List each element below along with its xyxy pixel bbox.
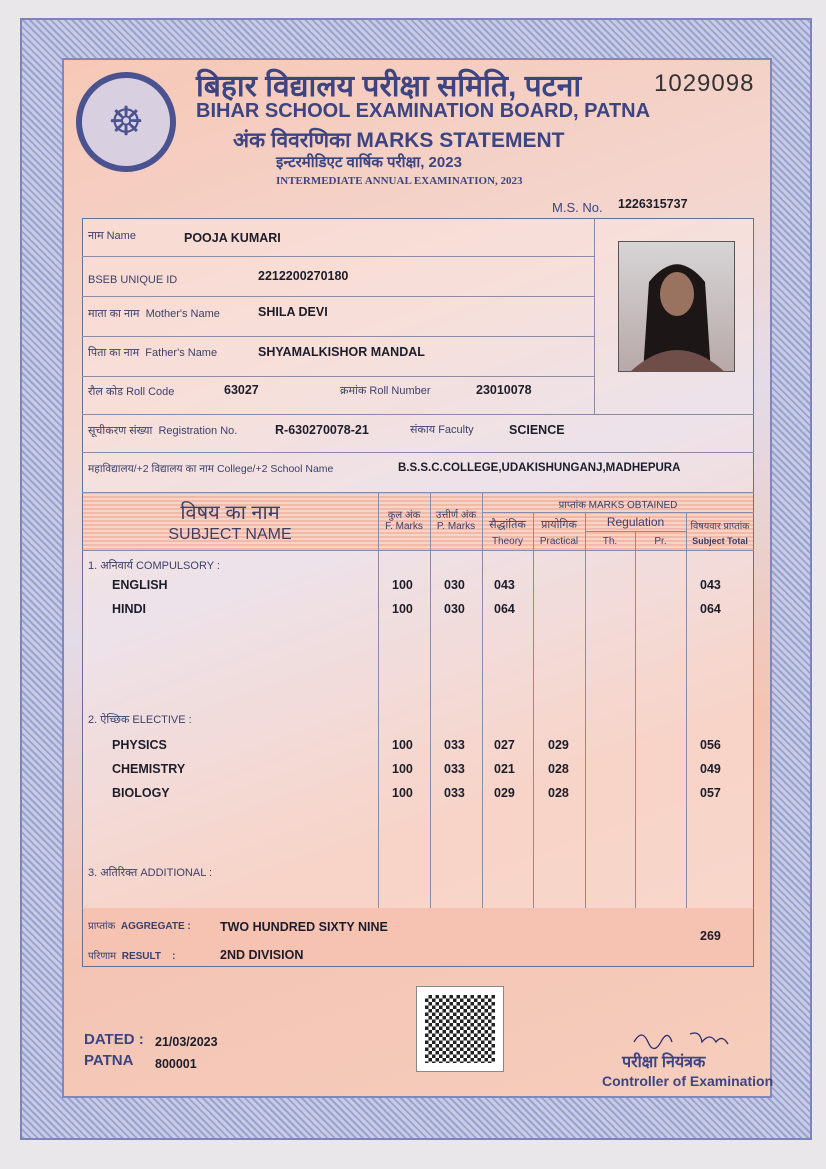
student-name: POOJA KUMARI <box>184 231 281 245</box>
controller-signature <box>630 1024 750 1050</box>
roll-code-label: Roll Code <box>126 386 175 398</box>
full-marks: 100 <box>392 786 413 800</box>
theory-marks: 029 <box>494 786 515 800</box>
practical-marks: 029 <box>548 738 569 752</box>
roll-number-label: Roll Number <box>369 385 431 397</box>
subject-total: 056 <box>700 738 721 752</box>
mother-name: SHILA DEVI <box>258 305 328 319</box>
pass-marks: 033 <box>444 786 465 800</box>
subject-name: HINDI <box>112 602 147 616</box>
section-compulsory: 1. अनिवार्य COMPULSORY : <box>88 560 220 572</box>
name-label: नाम Name <box>88 230 136 242</box>
title-english: BIHAR SCHOOL EXAMINATION BOARD, PATNA <box>196 100 651 122</box>
subject-name: ENGLISH <box>112 578 168 592</box>
subject-total: 064 <box>700 602 721 616</box>
controller-title-hi: परीक्षा नियंत्रक <box>622 1054 706 1071</box>
title-hindi: बिहार विद्यालय परीक्षा समिति, पटना <box>196 70 582 103</box>
college-name: B.S.S.C.COLLEGE,UDAKISHUNGANJ,MADHEPURA <box>398 462 681 474</box>
result-label-hi: परिणाम <box>88 951 117 962</box>
registration-number: R-630270078-21 <box>275 423 369 437</box>
subject-total: 057 <box>700 786 721 800</box>
pass-marks: 033 <box>444 738 465 752</box>
mother-label: Mother's Name <box>145 308 220 320</box>
total-header: Subject Total <box>692 536 748 546</box>
aggregate-label-hi: प्राप्तांक <box>88 921 116 932</box>
theory-marks: 021 <box>494 762 515 776</box>
section-additional: 3. अतिरिक्त ADDITIONAL : <box>88 867 213 879</box>
controller-title: Controller of Examination <box>602 1073 774 1089</box>
full-marks-header: F. Marks <box>385 521 423 532</box>
pass-marks: 030 <box>444 578 465 592</box>
reg-theory-header: Th. <box>602 536 618 547</box>
subject-name: BIOLOGY <box>112 786 170 800</box>
subject-total: 049 <box>700 762 721 776</box>
reg-label-hi: सूचीकरण संख्या <box>88 425 153 437</box>
total-header-hi: विषयवार प्राप्तांक <box>690 521 750 532</box>
marks-obtained-header: प्राप्तांक MARKS OBTAINED <box>558 500 678 511</box>
theory-marks: 027 <box>494 738 515 752</box>
faculty-label: Faculty <box>438 424 474 436</box>
college-label: महाविद्यालय/+2 विद्यालय का नाम College/+2 School Name <box>88 463 334 475</box>
pass-marks: 030 <box>444 602 465 616</box>
subject-header-hi: विषय का नाम <box>180 502 280 524</box>
full-marks: 100 <box>392 762 413 776</box>
unique-id: 2212200270180 <box>258 269 349 283</box>
student-photo <box>618 241 735 372</box>
reg-label: Registration No. <box>158 425 238 437</box>
aggregate-total: 269 <box>700 929 721 943</box>
theory-marks: 043 <box>494 578 515 592</box>
serial-number: 1029098 <box>654 70 755 97</box>
statement-english: MARKS STATEMENT <box>356 129 565 152</box>
aggregate-words: TWO HUNDRED SIXTY NINE <box>220 920 388 934</box>
faculty: SCIENCE <box>509 423 565 437</box>
aggregate-label: AGGREGATE : <box>120 921 191 932</box>
father-label-hi: पिता का नाम <box>88 347 140 359</box>
qr-code[interactable] <box>416 986 504 1072</box>
board-seal-logo: ☸ <box>76 72 176 172</box>
pin-code: 800001 <box>155 1057 197 1071</box>
mother-label-hi: माता का नाम <box>88 308 140 320</box>
statement-hindi: अंक विवरणिका <box>233 129 351 152</box>
subject-header: SUBJECT NAME <box>168 526 292 543</box>
place-label: PATNA <box>84 1052 134 1069</box>
uid-label: BSEB UNIQUE ID <box>88 274 178 286</box>
exam-english: INTERMEDIATE ANNUAL EXAMINATION, 2023 <box>276 175 523 187</box>
reg-practical-header: Pr. <box>654 536 667 547</box>
roll-code: 63027 <box>224 383 259 397</box>
roll-number: 23010078 <box>476 383 532 397</box>
father-name: SHYAMALKISHOR MANDAL <box>258 345 425 359</box>
result-label: RESULT : <box>121 951 176 962</box>
section-elective: 2. ऐच्छिक ELECTIVE : <box>88 714 192 726</box>
subject-name: CHEMISTRY <box>112 762 186 776</box>
practical-header-hi: प्रायोगिक <box>541 519 577 531</box>
pass-marks-header: P. Marks <box>436 521 476 532</box>
full-marks: 100 <box>392 738 413 752</box>
father-label: Father's Name <box>145 347 218 359</box>
ms-number: 1226315737 <box>618 197 688 211</box>
full-marks: 100 <box>392 602 413 616</box>
practical-marks: 028 <box>548 786 569 800</box>
practical-header: Practical <box>539 536 579 547</box>
exam-hindi: इन्टरमीडिएट वार्षिक परीक्षा, 2023 <box>276 154 462 171</box>
result-value: 2ND DIVISION <box>220 948 304 962</box>
subject-name: PHYSICS <box>112 738 167 752</box>
theory-header: Theory <box>491 536 524 547</box>
pass-marks-header-hi: उत्तीर्ण अंक <box>435 510 477 521</box>
regulation-header: Regulation <box>606 515 665 529</box>
full-marks-header-hi: कुल अंक <box>387 510 421 521</box>
roll-number-label-hi: क्रमांक <box>340 385 367 397</box>
theory-header-hi: सैद्धांतिक <box>489 519 526 531</box>
subject-total: 043 <box>700 578 721 592</box>
pass-marks: 033 <box>444 762 465 776</box>
full-marks: 100 <box>392 578 413 592</box>
theory-marks: 064 <box>494 602 515 616</box>
practical-marks: 028 <box>548 762 569 776</box>
ms-label: M.S. No. <box>552 200 603 215</box>
dated-label: DATED : <box>84 1031 144 1048</box>
roll-code-label-hi: रौल कोड <box>88 386 124 398</box>
aggregate-row <box>83 908 753 966</box>
faculty-label-hi: संकाय <box>410 424 436 436</box>
issue-date: 21/03/2023 <box>155 1035 218 1049</box>
